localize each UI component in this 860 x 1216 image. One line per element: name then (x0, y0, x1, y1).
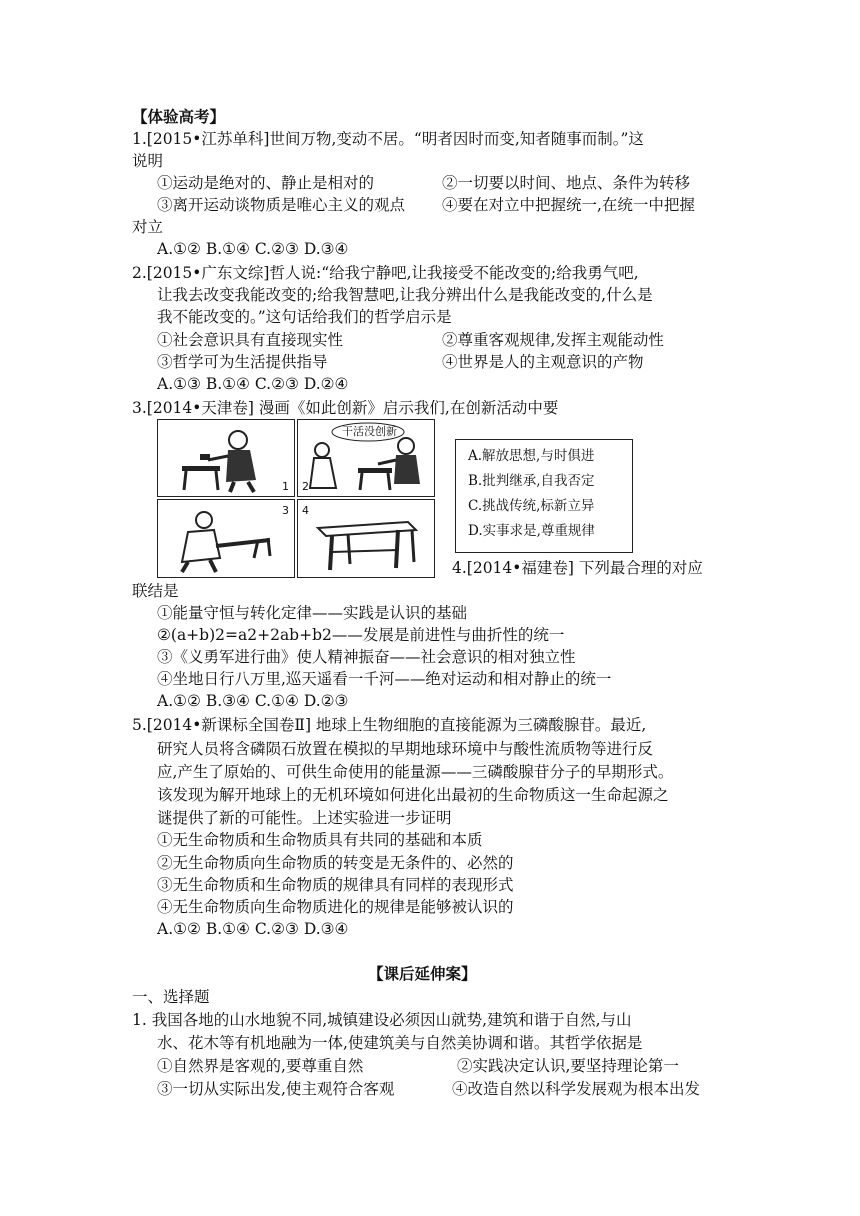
cartoon-panel-3 (157, 499, 295, 578)
q5-option-1: ①无生命物质和生命物质具有共同的基础和本质 (157, 831, 483, 849)
q1-stem-line2: 说明 (132, 152, 164, 170)
q1-answer-choices: A.①② B.①④ C.②③ D.③④ (157, 240, 349, 258)
q2-answer-choices: A.①③ B.①④ C.②③ D.②④ (157, 375, 349, 393)
q1-option-1: ①运动是绝对的、静止是相对的 (157, 174, 375, 192)
finished-bench-illustration (298, 500, 434, 577)
q4-option-1: ①能量守恒与转化定律——实践是认识的基础 (157, 604, 468, 622)
q1-option-3: ③离开运动谈物质是唯心主义的观点 (157, 196, 406, 214)
cartoon-speech-bubble: 干活没创新 (342, 425, 397, 438)
q2-stem-line3: 我不能改变的。”这句话给我们的哲学启示是 (157, 308, 452, 326)
ext-q1-option-4: ④改造自然以科学发展观为根本出发 (452, 1080, 701, 1098)
carpenter-sawing-illustration (158, 420, 294, 496)
q2-stem-line2: 让我去改变我能改变的;给我智慧吧,让我分辨出什么是我能改变的,什么是 (157, 286, 653, 304)
ext-q1-option-3: ③一切从实际出发,使主观符合客观 (157, 1080, 395, 1098)
q2-option-2: ②尊重客观规律,发挥主观能动性 (442, 331, 664, 349)
ext-q1-option-2: ②实践决定认识,要坚持理论第一 (457, 1057, 679, 1075)
panel-number-1: 1 (282, 480, 289, 493)
section-title-extension: 【课后延伸案】 (368, 964, 477, 983)
subsection-multiple-choice: 一、选择题 (132, 988, 210, 1006)
q2-option-4: ④世界是人的主观意识的产物 (442, 353, 644, 371)
q5-stem-line4: 该发现为解开地球上的无机环境如何进化出最初的生命物质这一生命起源之 (157, 786, 669, 804)
panel-number-4: 4 (302, 504, 309, 517)
q4-stem-line2: 联结是 (132, 582, 179, 600)
q4-answer-choices: A.①② B.③④ C.①④ D.②③ (157, 692, 349, 710)
ext-q1-stem-line2: 水、花木等有机地融为一体,使建筑美与自然美协调和谐。其哲学依据是 (157, 1034, 643, 1052)
q5-option-3: ③无生命物质和生命物质的规律具有同样的表现形式 (157, 876, 514, 894)
q5-option-2: ②无生命物质向生命物质的转变是无条件的、必然的 (157, 854, 514, 872)
q5-answer-choices: A.①② B.①④ C.②③ D.③④ (157, 920, 349, 938)
ext-q1-option-1: ①自然界是客观的,要尊重自然 (157, 1057, 364, 1075)
q2-stem-line1: 2.[2015•广东文综]哲人说:“给我宁静吧,让我接受不能改变的;给我勇气吧, (132, 264, 639, 282)
q2-option-1: ①社会意识具有直接现实性 (157, 331, 344, 349)
cartoon-panel-4 (297, 499, 435, 578)
cartoon-panel-2 (297, 419, 435, 497)
q1-option-2: ②一切要以时间、地点、条件为转移 (442, 174, 691, 192)
q4-stem-line1: 4.[2014•福建卷] 下列最合理的对应 (452, 559, 703, 577)
q4-option-4: ④坐地日行八万里,巡天遥看一千河——绝对运动和相对静止的统一 (157, 670, 612, 688)
q3-option-c: C.挑战传统,标新立异 (468, 498, 595, 514)
panel-number-3: 3 (282, 504, 289, 517)
q4-option-3: ③《义勇军进行曲》使人精神振奋——社会意识的相对独立性 (157, 648, 576, 666)
q3-options-box (455, 439, 633, 553)
q3-option-b: B.批判继承,自我否定 (468, 473, 595, 489)
q3-option-a: A.解放思想,与时俱进 (468, 448, 595, 464)
q3-stem: 3.[2014•天津卷] 漫画《如此创新》启示我们,在创新活动中要 (132, 399, 559, 417)
ext-q1-stem-line1: 1. 我国各地的山水地貌不同,城镇建设必须因山就势,建筑和谐于自然,与山 (132, 1011, 632, 1029)
q5-stem-line1: 5.[2014•新课标全国卷Ⅱ] 地球上生物细胞的直接能源为三磷酸腺苷。最近, (132, 716, 647, 734)
carpenter-tilted-bench-illustration (158, 500, 294, 577)
q5-stem-line2: 研究人员将含磷陨石放置在模拟的早期地球环境中与酸性流质物等进行反 (157, 740, 654, 758)
section-title-experience: 【体验高考】 (132, 107, 226, 126)
q5-option-4: ④无生命物质向生命物质进化的规律是能够被认识的 (157, 898, 514, 916)
panel-number-2: 2 (302, 480, 309, 493)
q5-stem-line5: 谜提供了新的可能性。上述实验进一步证明 (157, 809, 452, 827)
q2-option-3: ③哲学可为生活提供指导 (157, 353, 328, 371)
q1-stem-line1: 1.[2015•江苏单科]世间万物,变动不居。“明者因时而变,知者随事而制。”这 (132, 130, 644, 148)
cartoon-panel-1 (157, 419, 295, 497)
q1-option-4-wrap: 对立 (132, 218, 164, 236)
q3-option-d: D.实事求是,尊重规律 (468, 523, 595, 539)
q4-option-2: ②(a+b)2=a2+2ab+b2——发展是前进性与曲折性的统一 (157, 626, 565, 644)
q1-option-4: ④要在对立中把握统一,在统一中把握 (442, 196, 695, 214)
q5-stem-line3: 应,产生了原始的、可供生命使用的能量源——三磷酸腺苷分子的早期形式。 (157, 763, 674, 781)
